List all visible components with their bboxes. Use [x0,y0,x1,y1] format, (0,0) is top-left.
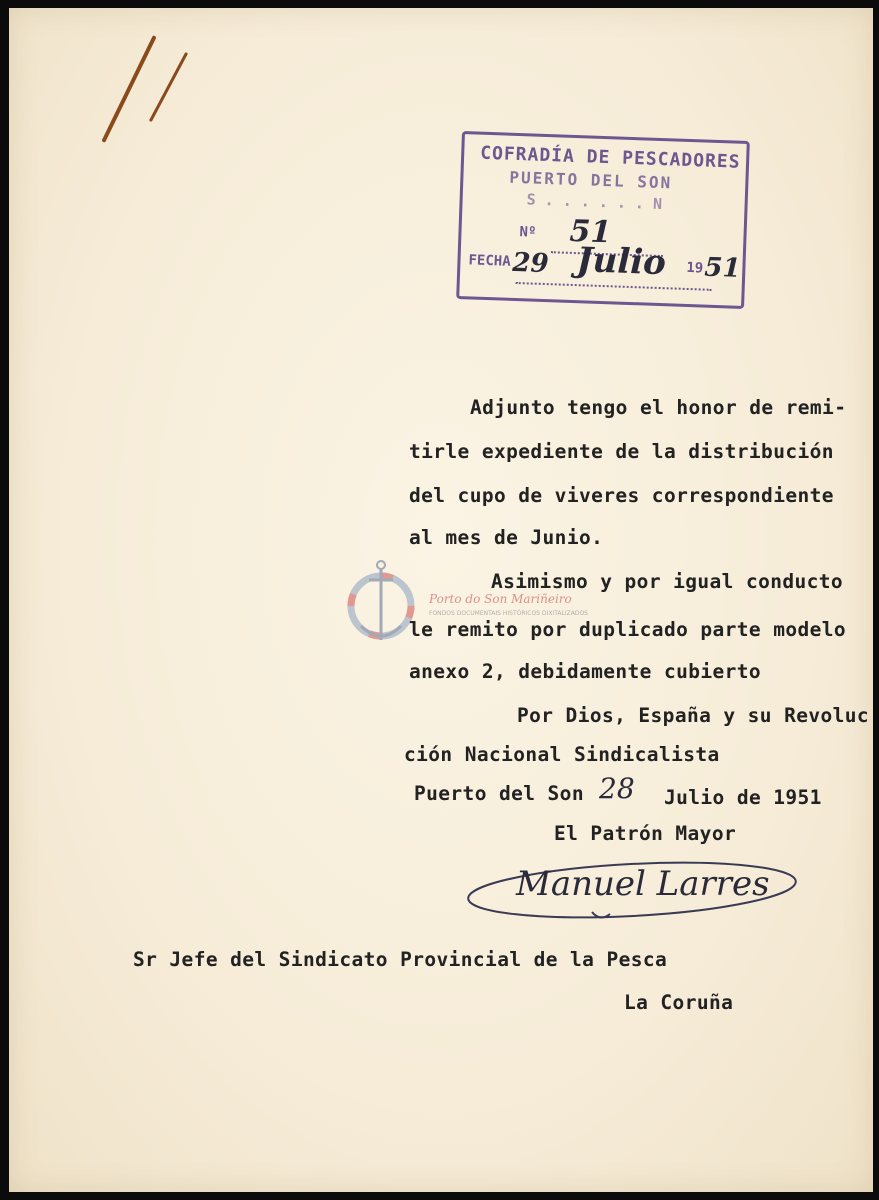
stamp-fecha-label: FECHA [468,252,511,270]
signer-title: El Patrón Mayor [554,822,737,845]
body-line: le remito por duplicado parte modelo [409,618,847,641]
rust-stain [101,35,156,143]
stamp-line-3: S . . . . . . N [526,190,663,214]
signature [464,854,804,926]
rust-stain [149,52,188,122]
stamp-day: 29 [511,247,550,280]
body-line: al mes de Junio. [409,526,604,549]
registry-stamp [456,131,750,309]
watermark-title: Porto do Son Mariñeiro [429,592,572,606]
signature-text: Manuel Larres [516,864,770,904]
place-date-rest: Julio de 1951 [664,786,822,809]
body-line: del cupo de viveres correspondiente [409,484,834,507]
recipient-line-1: Sr Jefe del Sindicato Provincial de la Pesca [133,948,668,971]
stamp-number: 51 [568,213,612,251]
stamp-year-suffix: 51 [703,252,742,284]
body-line: Por Dios, España y su Revoluc [517,704,870,727]
body-line: Asimismo y por igual conducto [491,570,844,593]
stamp-number-label: Nº [519,224,537,241]
stamp-line-2: PUERTO DEL SON [509,167,673,193]
recipient-line-2: La Coruña [624,991,734,1014]
body-line: tirle expediente de la distribución [409,440,834,463]
stamp-line-1: COFRADÍA DE PESCADORES [479,142,741,173]
body-line: ción Nacional Sindicalista [404,743,720,766]
anchor-lifebuoy-logo [345,556,425,656]
body-line: anexo 2, debidamente cubierto [409,660,762,683]
document-page [9,8,873,1192]
place-date-day: 28 [599,772,635,805]
body-line: Adjunto tengo el honor de remi- [470,396,847,419]
place-name: Puerto del Son [414,782,584,805]
watermark-subtitle: FONDOS DOCUMENTAIS HISTÓRICOS DIXITALIZADOS [429,610,588,617]
stamp-year-prefix: 19 [686,259,704,277]
stamp-month: Julio [575,240,667,284]
